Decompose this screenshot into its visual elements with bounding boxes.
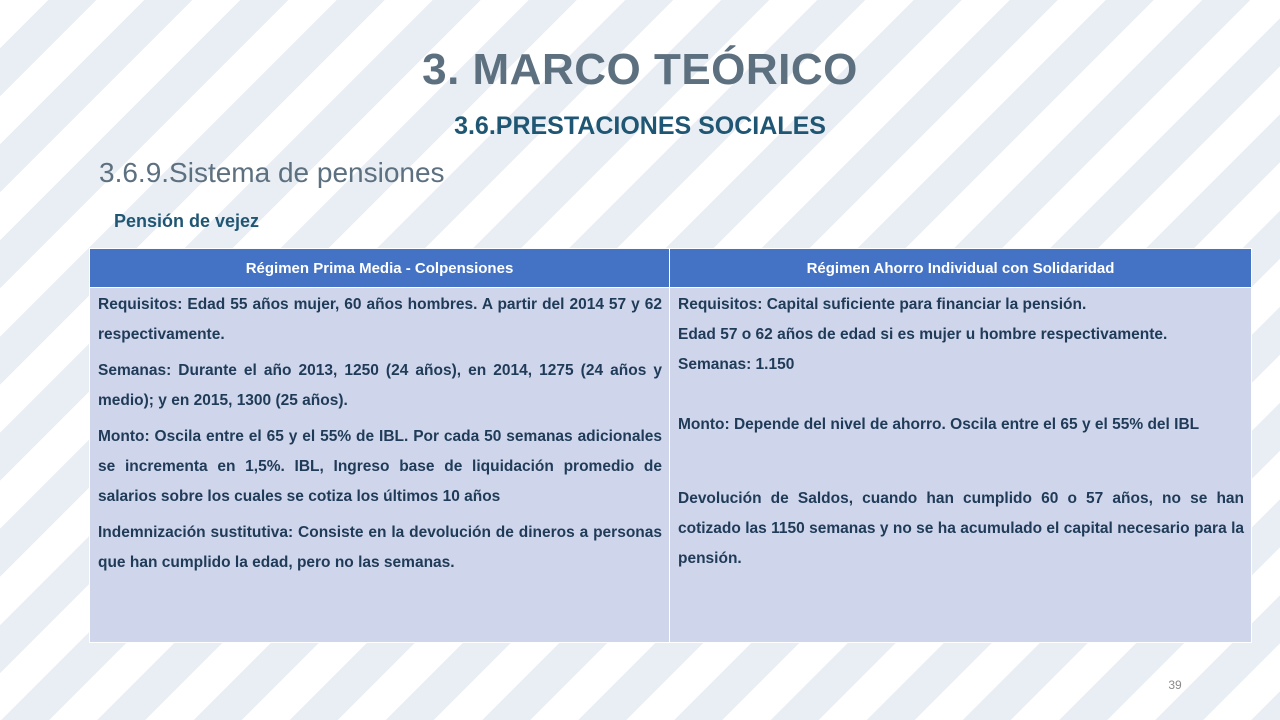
slide-title: 3. MARCO TEÓRICO	[422, 45, 858, 94]
right-requisitos-text: Requisitos: Capital suficiente para financiar la pensión.	[678, 296, 1087, 313]
table-row	[90, 288, 1252, 643]
left-indemnizacion-text: Indemnización sustitutiva: Consiste en la devolución de dineros a personas que han cumplido la edad, pero no las semanas.	[98, 524, 662, 571]
right-semanas-text: Semanas: 1.150	[678, 356, 795, 373]
right-edad-text: Edad 57 o 62 años de edad si es mujer u hombre respectivamente.	[678, 326, 1168, 343]
right-devolucion-text: Devolución de Saldos, cuando han cumplido 60 o 57 años, no se han cotizado las 1150 semanas y no se ha acumulado el capital necesario para la pensión.	[678, 490, 1244, 567]
prima-media-cell	[90, 288, 670, 643]
ahorro-individual-cell	[670, 288, 1252, 643]
left-semanas-text: Semanas: Durante el año 2013, 1250 (24 años), en 2014, 1275 (24 años y medio); y en 2015, 1300 (25 años).	[98, 362, 662, 409]
slide-subtitle: 3.6.PRESTACIONES SOCIALES	[454, 112, 826, 140]
table-header-row	[90, 249, 1252, 288]
left-requisitos-text: Requisitos: Edad 55 años mujer, 60 años hombres. A partir del 2014 57 y 62 respectivamente.	[98, 296, 662, 343]
left-monto-text: Monto: Oscila entre el 65 y el 55% de IBL. Por cada 50 semanas adicionales se incrementa en 1,5%. IBL, Ingreso base de liquidación promedio de salarios sobre los cuales se cotiza los últimos 10 años	[98, 428, 662, 505]
comparison-table	[89, 248, 1252, 643]
header-prima-media: Régimen Prima Media - Colpensiones	[90, 249, 670, 288]
page-number: 39	[1168, 678, 1182, 692]
subsection-heading: Pensión de vejez	[114, 211, 260, 231]
header-ahorro-individual: Régimen Ahorro Individual con Solidaridad	[670, 249, 1252, 288]
right-monto-text: Monto: Depende del nivel de ahorro. Oscila entre el 65 y el 55% del IBL	[678, 416, 1200, 433]
section-heading: 3.6.9.Sistema de pensiones	[99, 157, 445, 188]
